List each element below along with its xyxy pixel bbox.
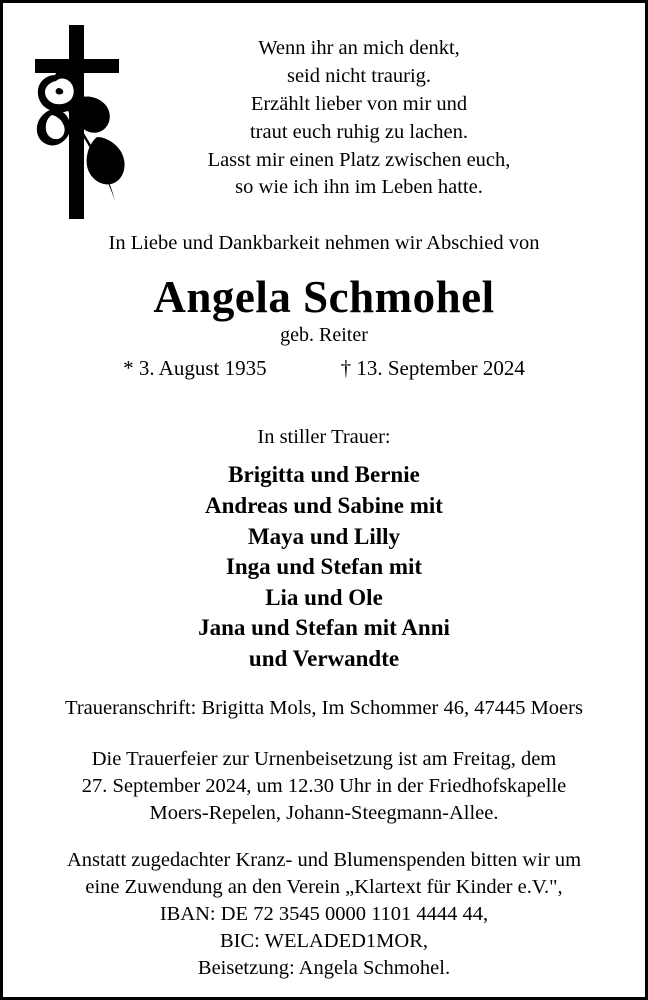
mourner-line: Andreas und Sabine mit [205,493,443,519]
ceremony-line: Moers-Repelen, Johann-Steegmann-Allee. [149,802,499,825]
donation-request [19,847,629,982]
life-dates [19,356,629,381]
mourner-line: und Verwandte [248,645,400,671]
death-date: † 13. September 2024 [340,356,525,381]
mourners-list [19,460,629,674]
poem-line: Erzählt lieber von mir und [250,92,468,115]
mourners-heading: In stiller Trauer: [257,426,391,449]
poem-line: traut euch ruhig zu lachen. [249,120,468,143]
poem-line: seid nicht traurig. [286,64,432,87]
maiden-name: geb. Reiter [280,324,368,347]
cross-with-rose-emblem [25,19,141,225]
farewell-intro: In Liebe und Dankbarkeit nehmen wir Abschied von [108,232,540,255]
poem-line: so wie ich ihn im Leben hatte. [235,176,483,199]
ceremony-line: 27. September 2024, um 12.30 Uhr in der Friedhofskapelle [81,774,567,797]
poem-line: Lasst mir einen Platz zwischen euch, [207,148,511,171]
donation-iban: IBAN: DE 72 3545 0000 1101 4444 44, [159,903,489,926]
condolence-address: Traueranschrift: Brigitta Mols, Im Schommer 46, 47445 Moers [65,696,583,719]
mourner-line: Jana und Stefan mit Anni [198,615,450,641]
poem-line: Wenn ihr an mich denkt, [258,37,460,59]
donation-bic: BIC: WELADED1MOR, [219,930,429,953]
donation-line: eine Zuwendung an den Verein „Klartext für Kinder e.V.", [85,876,563,899]
mourner-line: Inga und Stefan mit [225,554,423,580]
ceremony-line: Die Trauerfeier zur Urnenbeisetzung ist am Freitag, dem [91,747,557,770]
notice-content [3,3,645,997]
donation-reference: Beisetzung: Angela Schmohel. [197,957,451,980]
ceremony-details [19,746,629,828]
birth-date: * 3. August 1935 [123,356,267,381]
deceased-name: Angela Schmohel [153,271,495,322]
donation-line: Anstatt zugedachter Kranz- und Blumenspenden bitten wir um [66,849,582,872]
mourner-line: Maya und Lilly [247,523,401,549]
mourner-line: Lia und Ole [265,584,383,610]
mourner-line: Brigitta und Bernie [228,462,420,488]
